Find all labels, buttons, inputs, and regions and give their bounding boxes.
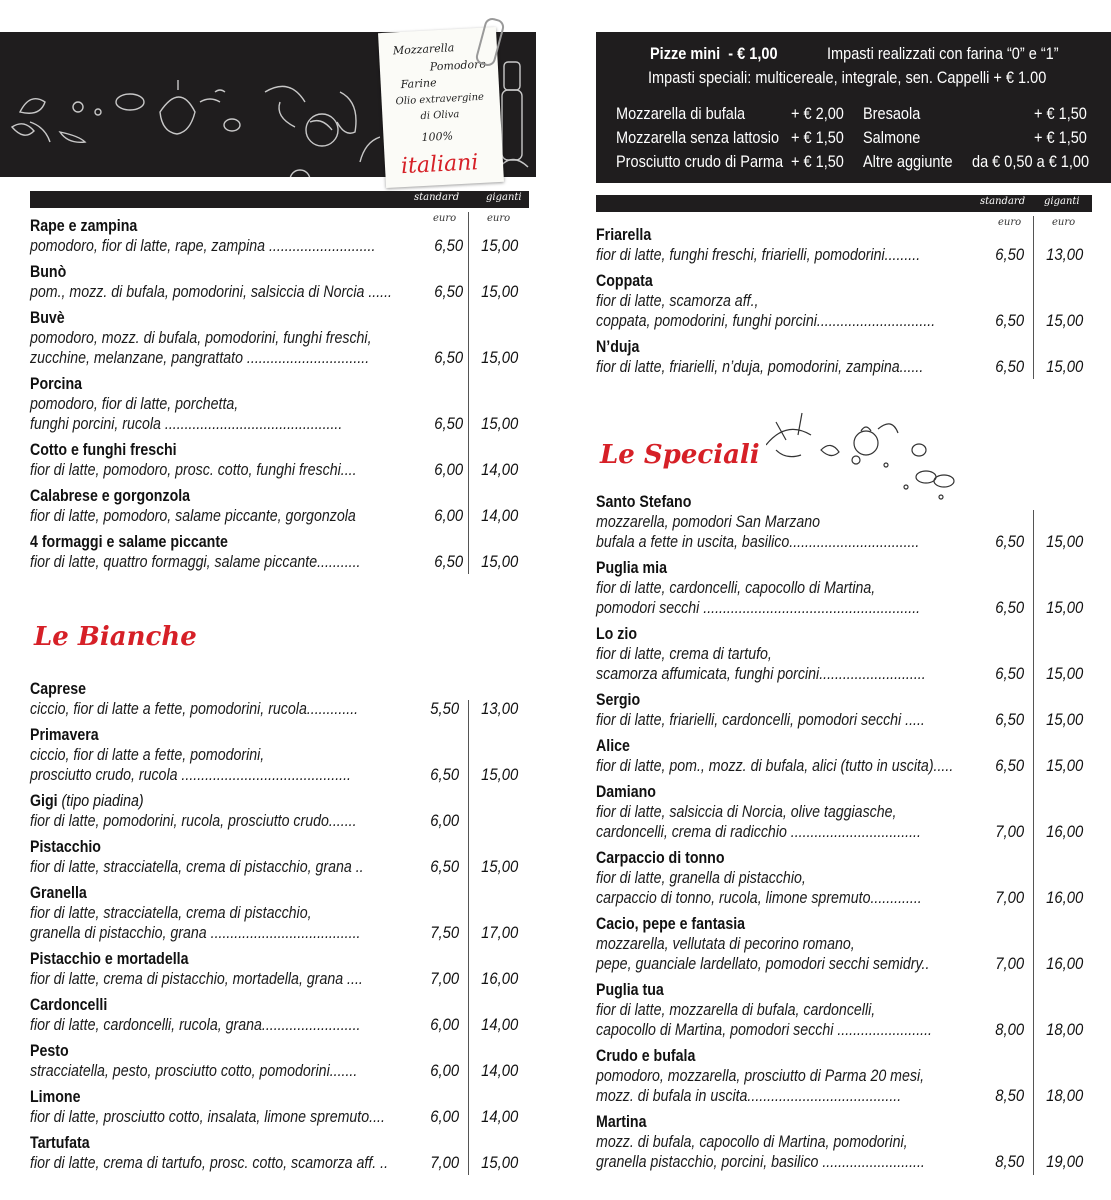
extra-name: Salmone bbox=[863, 129, 921, 147]
item-ingredients: mozz. di bufala, capocollo di Martina, pomodorini, bbox=[596, 1133, 908, 1151]
price-standard: 5,50 bbox=[430, 700, 459, 718]
price-standard: 6,50 bbox=[995, 665, 1024, 683]
section-title-bianche: Le Bianche bbox=[34, 622, 197, 652]
item-ingredients: fior di latte, salsiccia di Norcia, olive taggiasche, bbox=[596, 803, 897, 821]
item-name bbox=[596, 272, 653, 291]
item-name-text: Pistacchio e mortadella bbox=[30, 950, 189, 968]
item-ingredients: fior di latte, friarielli, cardoncelli, pomodori secchi ..... bbox=[596, 711, 925, 729]
item-ingredients: fior di latte, scamorza aff., bbox=[596, 292, 759, 310]
item-name bbox=[30, 1042, 69, 1061]
price-giganti: 15,00 bbox=[1045, 665, 1083, 683]
extra-price: + € 1,50 bbox=[791, 129, 844, 147]
item-name-text: Rape e zampina bbox=[30, 217, 138, 235]
extra-name: Altre aggiunte bbox=[863, 153, 953, 171]
price-header-bar bbox=[596, 195, 1092, 212]
price-giganti: 15,00 bbox=[480, 349, 518, 367]
price-header-bar bbox=[30, 191, 529, 208]
price-giganti: 16,00 bbox=[480, 970, 518, 988]
price-giganti: 18,00 bbox=[1045, 1087, 1083, 1105]
price-standard: 6,50 bbox=[434, 553, 463, 571]
giganti-header: giganti bbox=[1044, 196, 1080, 207]
item-ingredients: fior di latte, crema di tartufo, prosc. cotto, scamorza aff. .. bbox=[30, 1154, 389, 1172]
item-ingredients: fior di latte, pomodoro, prosc. cotto, funghi freschi.... bbox=[30, 461, 357, 479]
price-standard: 7,00 bbox=[995, 823, 1024, 841]
price-standard: 6,50 bbox=[995, 599, 1024, 617]
italiani-highlight: italiani bbox=[400, 150, 479, 180]
item-name-text: Cacio, pepe e fantasia bbox=[596, 915, 746, 933]
item-ingredients: capocollo di Martina, pomodori secchi ........................ bbox=[596, 1021, 932, 1039]
section-title-speciali: Le Speciali bbox=[600, 440, 760, 470]
price-giganti: 14,00 bbox=[480, 507, 518, 525]
item-ingredients: mozz. di bufala in uscita....................................... bbox=[596, 1087, 902, 1105]
item-ingredients: pepe, guanciale lardellato, pomodori secchi semidry.. bbox=[596, 955, 930, 973]
item-name-text: Carpaccio di tonno bbox=[596, 849, 725, 867]
item-name-text: Granella bbox=[30, 884, 87, 902]
item-ingredients: ciccio, fior di latte a fette, pomodorini, bbox=[30, 746, 265, 764]
item-ingredients: fior di latte, cardoncelli, rucola, grana......................... bbox=[30, 1016, 361, 1034]
extra-name: Mozzarella senza lattosio bbox=[616, 129, 780, 147]
price-giganti: 13,00 bbox=[480, 700, 518, 718]
item-name bbox=[596, 691, 640, 710]
item-name-text: Santo Stefano bbox=[596, 493, 692, 511]
item-name bbox=[596, 849, 725, 868]
standard-header: standard bbox=[980, 196, 1026, 207]
price-standard: 6,50 bbox=[995, 312, 1024, 330]
item-ingredients: fior di latte, quattro formaggi, salame piccante........... bbox=[30, 553, 361, 571]
price-giganti: 13,00 bbox=[1045, 246, 1083, 264]
item-name bbox=[30, 792, 144, 811]
euro-label: euro bbox=[998, 217, 1022, 228]
item-name-text: Lo zio bbox=[596, 625, 637, 643]
extra-name: Prosciutto crudo di Parma bbox=[616, 153, 784, 171]
price-standard: 6,50 bbox=[430, 766, 459, 784]
item-name bbox=[30, 441, 177, 460]
item-name-text: Sergio bbox=[596, 691, 641, 709]
item-ingredients: coppata, pomodorini, funghi porcini.............................. bbox=[596, 312, 936, 330]
item-name bbox=[596, 981, 664, 1000]
column-divider bbox=[1033, 510, 1034, 1175]
item-name bbox=[30, 838, 101, 857]
item-name-text: Cotto e funghi freschi bbox=[30, 441, 177, 459]
price-giganti: 16,00 bbox=[1045, 889, 1083, 907]
item-ingredients: fior di latte, granella di pistacchio, bbox=[596, 869, 806, 887]
item-name bbox=[596, 1113, 646, 1132]
item-ingredients: scamorza affumicata, funghi porcini........................... bbox=[596, 665, 926, 683]
item-name bbox=[30, 533, 228, 552]
price-standard: 6,50 bbox=[995, 358, 1024, 376]
item-name bbox=[596, 783, 656, 802]
flour-note: Impasti realizzati con farina “0” e “1” bbox=[827, 45, 1059, 63]
price-standard: 6,50 bbox=[434, 349, 463, 367]
item-name-text: Porcina bbox=[30, 375, 83, 393]
price-giganti: 14,00 bbox=[480, 1062, 518, 1080]
price-giganti: 15,00 bbox=[480, 858, 518, 876]
item-name bbox=[30, 996, 107, 1015]
extra-name: Mozzarella di bufala bbox=[616, 105, 746, 123]
item-name bbox=[30, 487, 190, 506]
price-standard: 6,50 bbox=[434, 237, 463, 255]
price-giganti: 15,00 bbox=[1045, 533, 1083, 551]
price-standard: 8,50 bbox=[995, 1153, 1024, 1171]
price-giganti: 15,00 bbox=[480, 415, 518, 433]
item-name bbox=[30, 884, 87, 903]
price-giganti: 15,00 bbox=[480, 553, 518, 571]
note-line: Olio extravergine bbox=[395, 91, 485, 108]
item-name-text: 4 formaggi e salame piccante bbox=[30, 533, 228, 551]
item-name-text: Crudo e bufala bbox=[596, 1047, 696, 1065]
item-name bbox=[596, 737, 630, 756]
price-giganti: 15,00 bbox=[1045, 599, 1083, 617]
item-name-text: Pistacchio bbox=[30, 838, 101, 856]
price-giganti: 16,00 bbox=[1045, 955, 1083, 973]
price-standard: 8,00 bbox=[995, 1021, 1024, 1039]
item-name-text: Cardoncelli bbox=[30, 996, 108, 1014]
item-ingredients: granella di pistacchio, grana ...................................... bbox=[30, 924, 361, 942]
price-giganti: 14,00 bbox=[480, 461, 518, 479]
item-ingredients: granella pistacchio, porcini, basilico .......................... bbox=[596, 1153, 925, 1171]
price-giganti: 17,00 bbox=[480, 924, 518, 942]
price-standard: 7,00 bbox=[995, 955, 1024, 973]
item-name-text: N’duja bbox=[596, 338, 640, 356]
item-name-text: Gigi bbox=[30, 792, 58, 810]
price-standard: 6,50 bbox=[995, 246, 1024, 264]
column-divider bbox=[1033, 216, 1034, 379]
item-name bbox=[30, 1134, 90, 1153]
item-ingredients: mozzarella, vellutata di pecorino romano, bbox=[596, 935, 855, 953]
euro-label: euro bbox=[1052, 217, 1076, 228]
price-giganti: 16,00 bbox=[1045, 823, 1083, 841]
item-name bbox=[30, 950, 189, 969]
price-standard: 7,00 bbox=[430, 970, 459, 988]
price-standard: 6,50 bbox=[995, 711, 1024, 729]
price-standard: 6,50 bbox=[434, 415, 463, 433]
item-ingredients: bufala a fette in uscita, basilico................................. bbox=[596, 533, 920, 551]
item-name bbox=[596, 338, 639, 357]
item-ingredients: carpaccio di tonno, rucola, limone spremuto............. bbox=[596, 889, 922, 907]
item-ingredients: fior di latte, mozzarella di bufala, cardoncelli, bbox=[596, 1001, 876, 1019]
item-name bbox=[30, 309, 65, 328]
item-ingredients: fior di latte, prosciutto cotto, insalata, limone spremuto.... bbox=[30, 1108, 385, 1126]
item-ingredients: mozzarella, pomodori San Marzano bbox=[596, 513, 821, 531]
giganti-header: giganti bbox=[486, 192, 522, 203]
item-ingredients: fior di latte, stracciatella, crema di pistacchio, grana .. bbox=[30, 858, 364, 876]
price-giganti: 15,00 bbox=[1045, 312, 1083, 330]
vegetable-doodles-icon bbox=[0, 32, 380, 177]
price-giganti: 19,00 bbox=[1045, 1153, 1083, 1171]
note-line: di Oliva bbox=[420, 109, 460, 123]
price-standard: 6,00 bbox=[430, 1016, 459, 1034]
item-note: (tipo piadina) bbox=[61, 792, 144, 810]
price-standard: 7,50 bbox=[430, 924, 459, 942]
item-name-text: Alice bbox=[596, 737, 630, 755]
special-dough-note: Impasti speciali: multicereale, integrale, sen. Cappelli + € 1.00 bbox=[648, 69, 1047, 87]
item-ingredients: fior di latte, pom., mozz. di bufala, alici (tutto in uscita)..... bbox=[596, 757, 954, 775]
item-name bbox=[596, 1047, 695, 1066]
price-giganti: 15,00 bbox=[1045, 757, 1083, 775]
item-name bbox=[30, 217, 137, 236]
item-ingredients: fior di latte, cardoncelli, capocollo di Martina, bbox=[596, 579, 876, 597]
extra-price: + € 1,50 bbox=[1034, 105, 1087, 123]
item-ingredients: funghi porcini, rucola ............................................. bbox=[30, 415, 343, 433]
price-standard: 6,50 bbox=[430, 858, 459, 876]
item-name-text: Damiano bbox=[596, 783, 656, 801]
price-standard: 6,00 bbox=[434, 461, 463, 479]
item-name bbox=[596, 493, 691, 512]
extra-price: + € 2,00 bbox=[791, 105, 844, 123]
item-ingredients: fior di latte, pomodoro, salame piccante, gorgonzola bbox=[30, 507, 356, 525]
item-ingredients: pom., mozz. di bufala, pomodorini, salsiccia di Norcia ...... bbox=[30, 283, 392, 301]
item-ingredients: ciccio, fior di latte a fette, pomodorini, rucola............. bbox=[30, 700, 359, 718]
item-name-text: Calabrese e gorgonzola bbox=[30, 487, 191, 505]
item-name-text: Friarella bbox=[596, 226, 652, 244]
euro-label: euro bbox=[433, 213, 457, 224]
item-ingredients: prosciutto crudo, rucola ........................................... bbox=[30, 766, 351, 784]
price-standard: 6,50 bbox=[995, 757, 1024, 775]
price-standard: 8,50 bbox=[995, 1087, 1024, 1105]
item-ingredients: pomodoro, fior di latte, porchetta, bbox=[30, 395, 239, 413]
item-name-text: Puglia tua bbox=[596, 981, 664, 999]
extra-price: da € 0,50 a € 1,00 bbox=[972, 153, 1090, 171]
item-ingredients: stracciatella, pesto, prosciutto cotto, pomodorini....... bbox=[30, 1062, 358, 1080]
item-name-text: Puglia mia bbox=[596, 559, 667, 577]
column-divider bbox=[468, 212, 469, 574]
item-name-text: Bunò bbox=[30, 263, 67, 281]
price-standard: 6,00 bbox=[434, 507, 463, 525]
item-name-text: Coppata bbox=[596, 272, 653, 290]
item-ingredients: cardoncelli, crema di radicchio ................................. bbox=[596, 823, 921, 841]
price-standard: 6,50 bbox=[434, 283, 463, 301]
standard-header: standard bbox=[414, 192, 460, 203]
item-name-text: Primavera bbox=[30, 726, 99, 744]
price-giganti: 14,00 bbox=[480, 1108, 518, 1126]
extra-price: + € 1,50 bbox=[1034, 129, 1087, 147]
price-giganti: 15,00 bbox=[1045, 711, 1083, 729]
item-name bbox=[596, 559, 667, 578]
price-standard: 7,00 bbox=[995, 889, 1024, 907]
note-line: Farine bbox=[400, 76, 437, 92]
extras-info-box bbox=[596, 32, 1111, 183]
price-giganti: 15,00 bbox=[1045, 358, 1083, 376]
item-name bbox=[30, 375, 82, 394]
item-ingredients: pomodoro, fior di latte, rape, zampina ........................... bbox=[30, 237, 376, 255]
extra-name: Bresaola bbox=[863, 105, 921, 123]
price-giganti: 18,00 bbox=[1045, 1021, 1083, 1039]
item-name bbox=[596, 915, 745, 934]
item-ingredients: fior di latte, crema di pistacchio, mortadella, grana .... bbox=[30, 970, 363, 988]
price-standard: 6,50 bbox=[995, 533, 1024, 551]
price-standard: 6,00 bbox=[430, 812, 459, 830]
price-standard: 6,00 bbox=[430, 1062, 459, 1080]
item-ingredients: fior di latte, pomodorini, rucola, prosciutto crudo....... bbox=[30, 812, 357, 830]
price-giganti: 15,00 bbox=[480, 766, 518, 784]
item-name bbox=[596, 625, 637, 644]
item-ingredients: fior di latte, crema di tartufo, bbox=[596, 645, 772, 663]
item-name-text: Martina bbox=[596, 1113, 647, 1131]
note-line: Mozzarella bbox=[392, 41, 455, 58]
note-line: Pomodoro bbox=[429, 57, 487, 74]
item-name bbox=[30, 263, 66, 282]
item-ingredients: pomodoro, mozz. di bufala, pomodorini, funghi freschi, bbox=[30, 329, 372, 347]
price-standard: 7,00 bbox=[430, 1154, 459, 1172]
euro-label: euro bbox=[487, 213, 511, 224]
mini-pizza-line bbox=[650, 45, 778, 64]
price-giganti: 15,00 bbox=[480, 1154, 518, 1172]
item-name bbox=[30, 1088, 80, 1107]
mini-label: Pizze mini bbox=[650, 45, 721, 63]
item-name bbox=[30, 726, 99, 745]
item-name bbox=[30, 680, 86, 699]
price-giganti: 15,00 bbox=[480, 283, 518, 301]
extra-price: + € 1,50 bbox=[791, 153, 844, 171]
item-name-text: Caprese bbox=[30, 680, 87, 698]
item-name-text: Buvè bbox=[30, 309, 65, 327]
item-name-text: Pesto bbox=[30, 1042, 69, 1060]
mini-price: - € 1,00 bbox=[728, 45, 778, 63]
item-ingredients: fior di latte, stracciatella, crema di pistacchio, bbox=[30, 904, 312, 922]
price-giganti: 15,00 bbox=[480, 237, 518, 255]
price-standard: 6,00 bbox=[430, 1108, 459, 1126]
item-ingredients: pomodoro, mozzarella, prosciutto di Parma 20 mesi, bbox=[596, 1067, 925, 1085]
note-line: 100% bbox=[421, 129, 454, 145]
item-ingredients: pomodori secchi ....................................................... bbox=[596, 599, 921, 617]
item-name-text: Limone bbox=[30, 1088, 81, 1106]
item-ingredients: fior di latte, friarielli, n’duja, pomodorini, zampina...... bbox=[596, 358, 924, 376]
column-divider bbox=[468, 700, 469, 1175]
item-name bbox=[596, 226, 651, 245]
price-giganti: 14,00 bbox=[480, 1016, 518, 1034]
vegetable-doodles-icon bbox=[766, 405, 966, 500]
item-name-text: Tartufata bbox=[30, 1134, 90, 1152]
item-ingredients: zucchine, melanzane, pangrattato ............................... bbox=[30, 349, 370, 367]
item-ingredients: fior di latte, funghi freschi, friarielli, pomodorini......... bbox=[596, 246, 921, 264]
